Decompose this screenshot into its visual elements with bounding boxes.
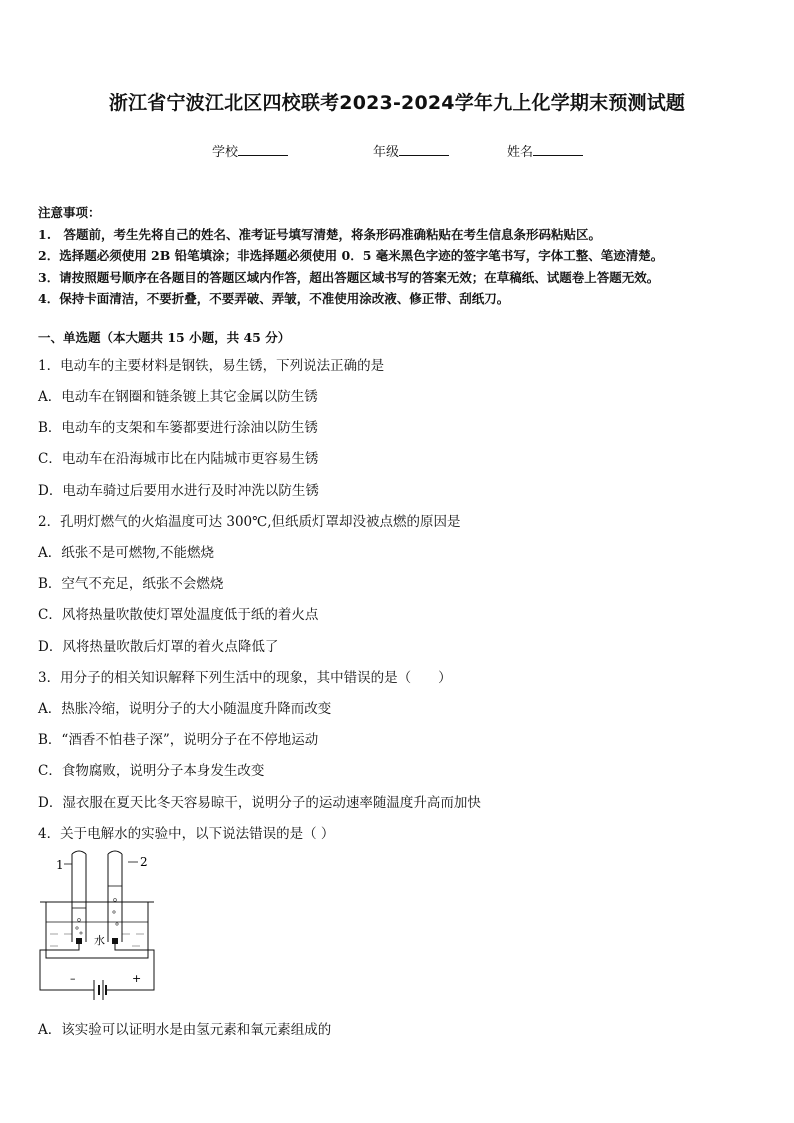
test-tube-1 [72,854,86,942]
school-field [212,141,288,160]
notice-item: 3．请按照题号顺序在各题目的答题区域内作答，超出答题区域书写的答案无效；在草稿纸、试题卷上答题无效。 [38,269,660,285]
wire-negative [40,944,94,990]
bubbles [76,899,118,935]
option-a: A．纸张不是可燃物,不能燃烧 [38,545,215,561]
option-d: D．湿衣服在夏天比冬天容易晾干，说明分子的运动速率随温度升高而加快 [38,795,481,811]
option-b: B．“酒香不怕巷子深”，说明分子在不停地运动 [38,732,319,748]
name-field [507,141,583,160]
electrode-1 [76,938,82,944]
tube-label-2: 2 [140,855,148,869]
question-stem: 1．电动车的主要材料是钢铁，易生锈，下列说法正确的是 [38,358,385,374]
question-stem: 4．关于电解水的实验中，以下说法错误的是（ ） [38,826,335,842]
name-blank[interactable] [533,143,583,156]
grade-blank[interactable] [399,143,449,156]
section-title: 一、单选题（本大题共 15 小题，共 45 分） [38,330,291,345]
tube-label-1: 1 [56,858,64,872]
test-tube-1-top [72,851,86,854]
notice-heading: 注意事项： [38,205,101,220]
option-c: C．食物腐败，说明分子本身发生改变 [38,763,265,779]
option-b: B．电动车的支架和车篓都要进行涂油以防生锈 [38,420,318,436]
grade-field [373,141,449,160]
water-label: 水 [94,934,105,947]
electrolysis-diagram [36,850,166,1010]
option-a: A．热胀冷缩，说明分子的大小随温度升降而改变 [38,701,332,717]
question-stem: 3．用分子的相关知识解释下列生活中的现象，其中错误的是（ ） [38,670,452,686]
notice-item: 4．保持卡面清洁，不要折叠，不要弄破、弄皱，不准使用涂改液、修正带、刮纸刀。 [38,291,510,306]
minus-sign: – [70,972,76,985]
wire-positive [106,944,154,990]
notice-item: 2．选择题必须使用 2B 铅笔填涂；非选择题必须使用 0．5 毫米黑色字迹的签字笔书写，字体工整、笔迹清楚。 [38,248,664,263]
notice-block [38,202,778,310]
name-label: 姓名 [507,145,534,160]
option-c: C．电动车在沿海城市比在内陆城市更容易生锈 [38,451,319,467]
question-stem: 2．孔明灯燃气的火焰温度可达 300℃,但纸质灯罩却没被点燃的原因是 [38,514,461,530]
option-b: B．空气不充足，纸张不会燃烧 [38,576,224,592]
school-label: 学校 [212,145,239,160]
notice-item: 1. 答题前，考生先将自己的姓名、准考证号填写清楚，将条形码准确粘贴在考生信息条形码粘贴区。 [38,226,602,242]
test-tube-2 [108,854,122,942]
option-a: A．电动车在钢圈和链条镀上其它金属以防生锈 [38,389,318,405]
page-title: 浙江省宁波江北区四校联考2023-2024学年九上化学期末预测试题 [108,92,686,114]
grade-label: 年级 [373,145,400,160]
plus-sign: + [132,972,142,985]
option-d: D．风将热量吹散后灯罩的着火点降低了 [38,639,279,655]
school-blank[interactable] [238,143,288,156]
option-c: C．风将热量吹散使灯罩处温度低于纸的着火点 [38,607,319,623]
test-tube-2-top [108,851,122,854]
option-d: D．电动车骑过后要用水进行及时冲洗以防生锈 [38,483,319,499]
option-a: A．该实验可以证明水是由氢元素和氧元素组成的 [38,1022,332,1038]
electrode-2 [112,938,118,944]
